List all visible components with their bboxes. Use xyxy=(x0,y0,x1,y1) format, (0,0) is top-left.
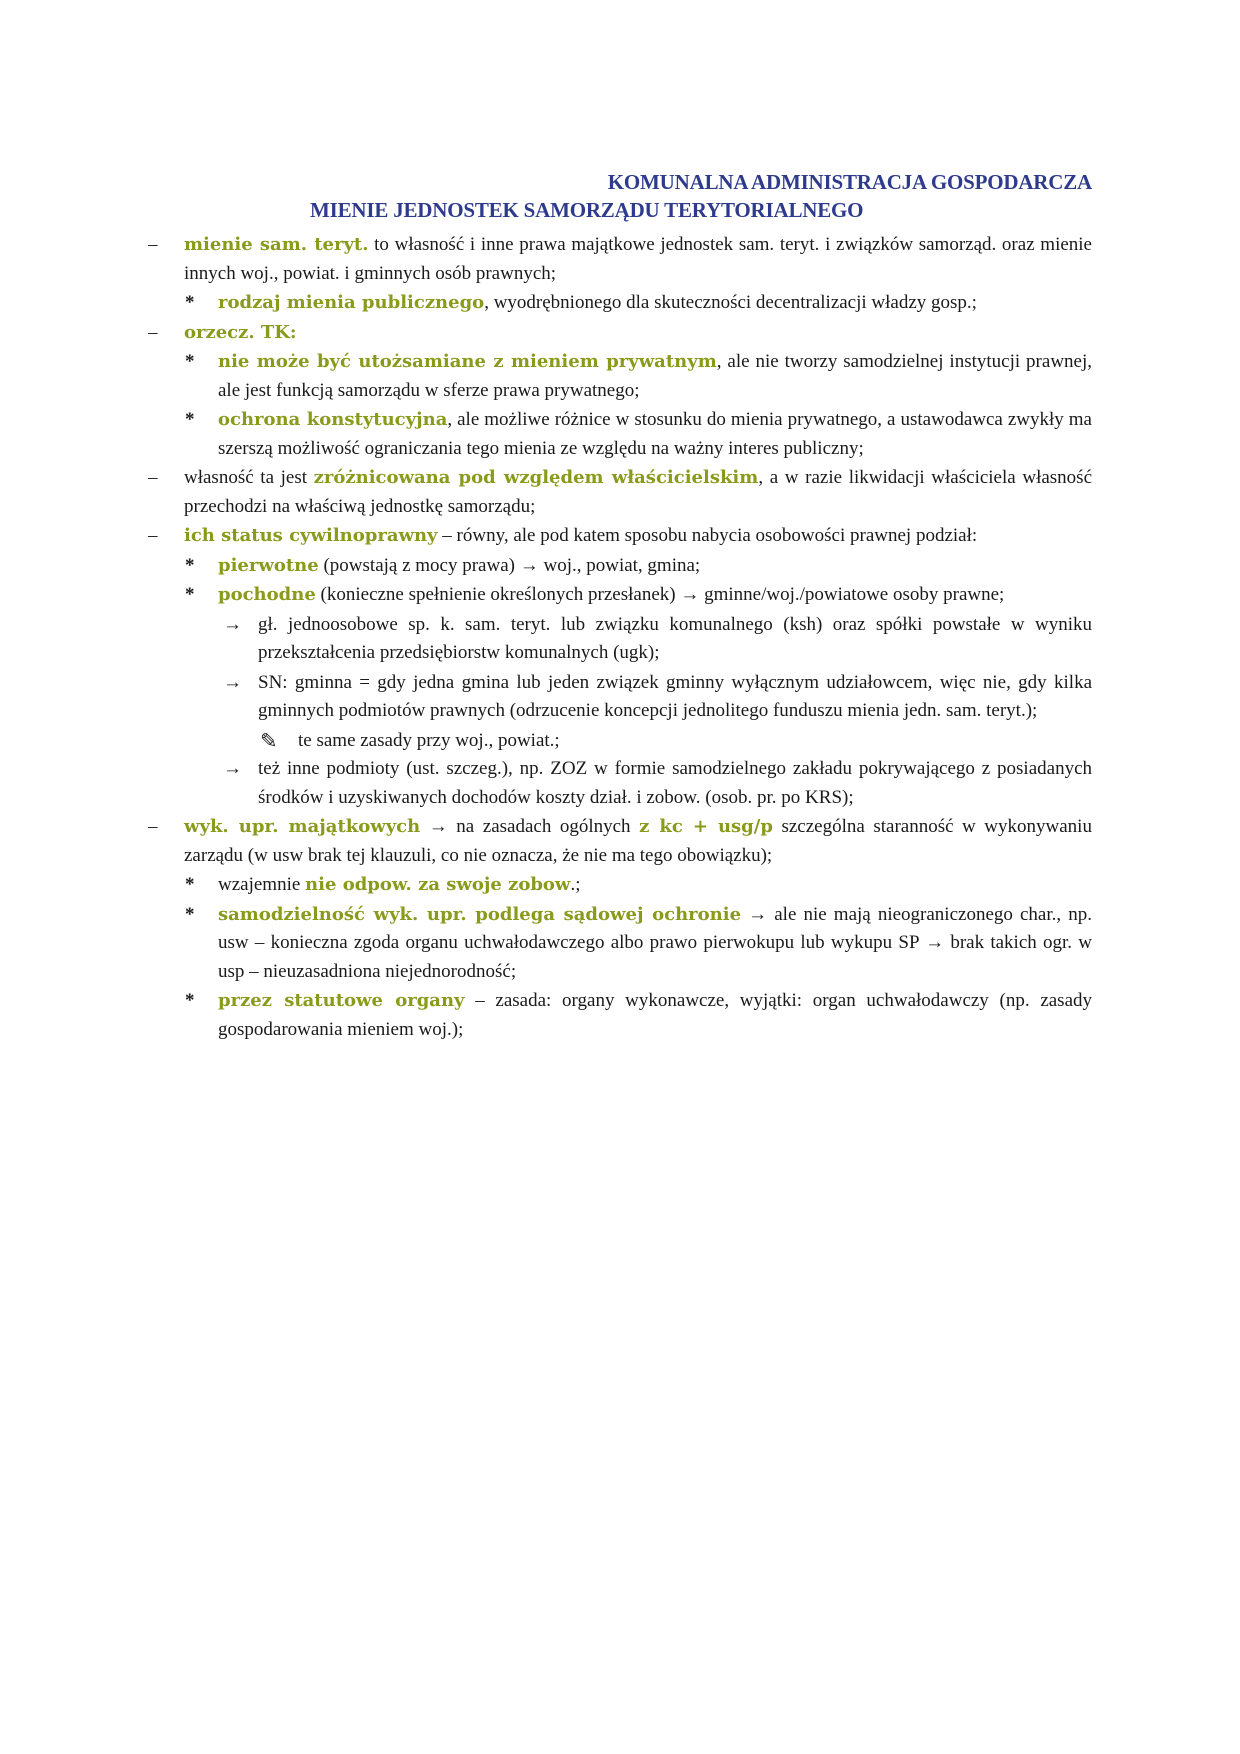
list-item xyxy=(148,755,1092,812)
item-text: własność ta jest xyxy=(184,467,314,488)
item-text: – zasada: organy wykonawcze, wyjątki: organ uchwałodawczy (np. zasady gospodarowania mieniem woj.); xyxy=(218,990,1093,1040)
list-item xyxy=(148,581,1092,610)
hook-arrow-icon: ✎ xyxy=(260,728,278,753)
star-bullet: * xyxy=(185,903,195,925)
highlight-term: mienie sam. teryt. xyxy=(184,234,369,255)
star-bullet: * xyxy=(185,990,195,1011)
star-bullet: * xyxy=(185,292,195,313)
highlight-term: nie może być utożsamiane z mieniem prywatnym xyxy=(218,351,717,372)
star-bullet: * xyxy=(185,351,195,372)
highlight-term: rodzaj mienia publicznego xyxy=(218,292,485,313)
arrow-bullet: → xyxy=(223,671,242,693)
list-item xyxy=(148,871,1092,900)
star-bullet: * xyxy=(185,554,195,576)
arrow-bullet: → xyxy=(223,613,242,635)
dash-bullet: – xyxy=(148,525,158,546)
list-item xyxy=(148,319,1092,348)
dash-bullet: – xyxy=(148,321,158,343)
highlight-term: wyk. upr. majątkowych xyxy=(184,816,421,837)
item-text: to własność i inne prawa majątkowe jednostek sam. teryt. i związków samorząd. oraz mienie innych woj., powiat. i gminnych osób prawnych; xyxy=(184,234,1092,284)
item-text: też inne podmioty (ust. szczeg.), np. ZOZ w formie samodzielnego zakładu pokrywającego z posiadanych środków i uzyskiwanych dochodów koszty dział. i zobow. (osob. pr. po KRS); xyxy=(258,758,1092,808)
page-subtitle: MIENIE JEDNOSTEK SAMORZĄDU TERYTORIALNEGO xyxy=(310,198,864,222)
item-text: , ale możliwe różnice w stosunku do mienia prywatnego, a ustawodawca zwykły ma szerszą możliwość ograniczania tego mienia ze względu na ważny interes publiczny; xyxy=(218,409,1092,459)
highlight-term: pochodne xyxy=(218,584,316,605)
dash-bullet: – xyxy=(148,234,158,255)
item-text: te same zasady przy woj., powiat.; xyxy=(298,729,560,751)
list-item xyxy=(148,727,1092,756)
highlight-term: pierwotne xyxy=(218,554,319,576)
item-text: (konieczne spełnienie określonych przesłanek) → gminne/woj./powiatowe osoby prawne; xyxy=(315,584,1005,605)
highlight-term: orzecz. TK: xyxy=(184,321,297,343)
list-item xyxy=(148,669,1092,726)
item-text: gł. jednoosobowe sp. k. sam. teryt. lub związku komunalnego (ksh) oraz spółki powstałe w wyniku przekształcenia przedsiębiorstw komunalnych (ugk); xyxy=(258,613,1092,663)
list-item xyxy=(148,522,1092,551)
highlight-term: nie odpow. za swoje zobow xyxy=(305,874,571,895)
arrow-bullet: → xyxy=(223,758,242,779)
list-item xyxy=(148,901,1092,987)
list-item xyxy=(148,611,1092,668)
item-text: , a w razie likwidacji właściciela własność przechodzi na właściwą jednostkę samorządu; xyxy=(184,467,1092,517)
dash-bullet: – xyxy=(148,816,158,837)
dash-bullet: – xyxy=(148,467,158,488)
highlight-term: samodzielność wyk. upr. podlega sądowej ochronie xyxy=(218,903,742,925)
highlight-term: zróżnicowana pod względem właścicielskim xyxy=(313,467,759,488)
item-text: SN: gminna = gdy jedna gmina lub jeden związek gminny wyłącznym udziałowcem, więc nie, gdy kilka gminnych podmiotów prawnych (odrzucenie koncepcji jednolitego funduszu mienia jedn. sam. teryt.); xyxy=(258,671,1092,721)
list-item xyxy=(148,348,1092,405)
highlight-term: przez statutowe organy xyxy=(218,990,465,1011)
item-text: (powstają z mocy prawa) → woj., powiat, gmina; xyxy=(318,554,701,576)
item-text: → na zasadach ogólnych xyxy=(420,816,640,837)
star-bullet: * xyxy=(185,874,195,895)
item-text: → ale nie mają nieograniczonego char., np. usw – konieczna zgoda organu uchwałodawczego albo prawo pierwokupu lub wykupu SP → brak takich ogr. w usp – nieuzasadniona niejednorodność; xyxy=(218,903,1092,982)
page-title: KOMUNALNA ADMINISTRACJA GOSPODARCZA xyxy=(607,170,1092,194)
list-item xyxy=(148,231,1092,288)
document-body xyxy=(148,231,1092,1045)
highlight-term: z kc + usg/p xyxy=(639,816,773,837)
item-text: , ale nie tworzy samodzielnej instytucji prawnej, ale jest funkcją samorządu w sferze prawa prywatnego; xyxy=(218,351,1092,401)
list-item xyxy=(148,464,1092,521)
list-item xyxy=(148,552,1092,581)
item-text: .; xyxy=(570,874,581,895)
star-bullet: * xyxy=(185,584,195,605)
highlight-term: ochrona konstytucyjna xyxy=(218,409,448,430)
item-text: – równy, ale pod katem sposobu nabycia osobowości prawnej podział: xyxy=(437,525,978,546)
item-text: szczególna staranność w wykonywaniu zarządu (w usw brak tej klauzuli, co nie oznacza, że nie ma tego obowiązku); xyxy=(184,816,1092,866)
list-item xyxy=(148,289,1092,318)
list-item xyxy=(148,987,1092,1044)
list-item xyxy=(148,813,1092,870)
list-item xyxy=(148,406,1092,463)
star-bullet: * xyxy=(185,409,195,430)
item-text: , wyodrębnionego dla skuteczności decentralizacji władzy gosp.; xyxy=(484,292,977,313)
item-text: wzajemnie xyxy=(218,874,306,895)
highlight-term: ich status cywilnoprawny xyxy=(184,525,438,546)
